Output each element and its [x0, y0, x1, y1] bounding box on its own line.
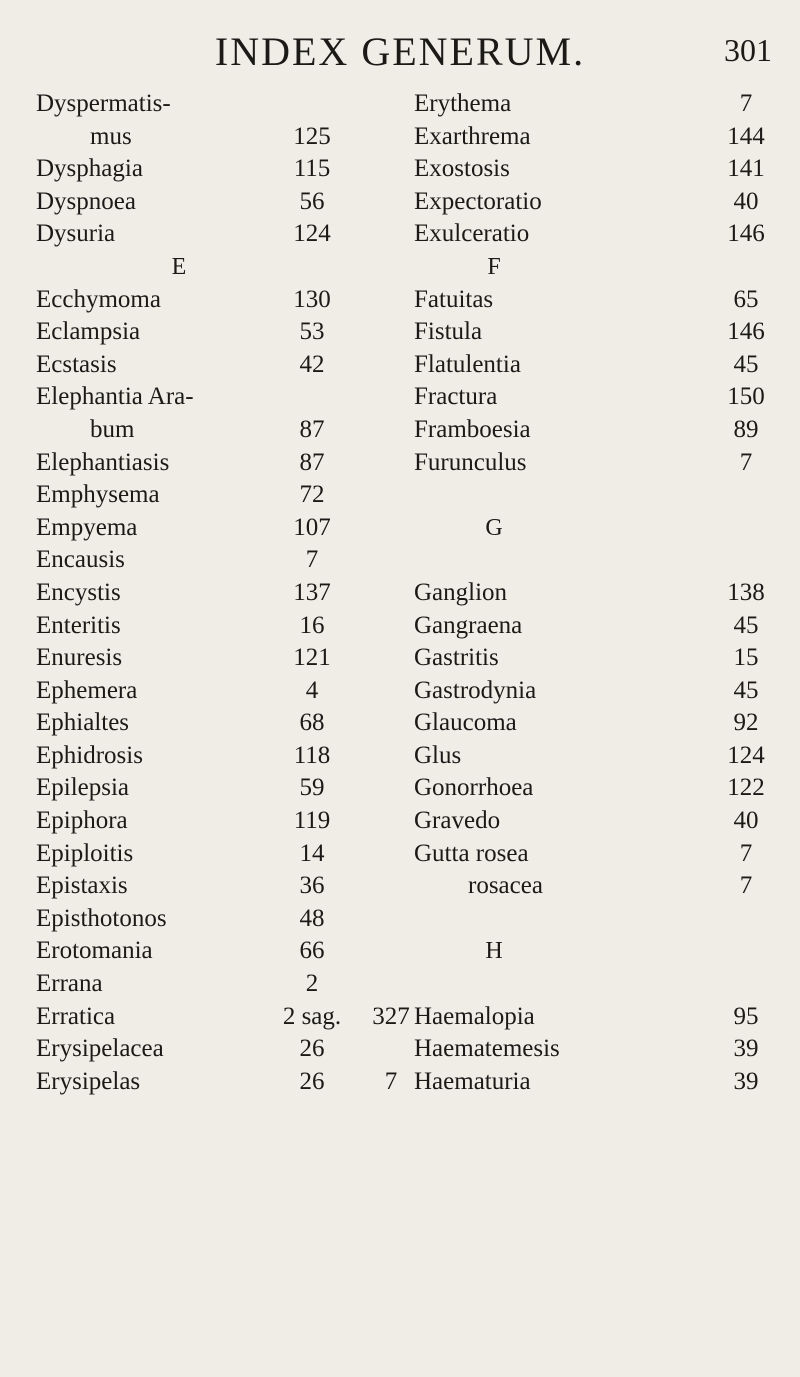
entry-page-ref: 15: [733, 644, 759, 672]
section-heading: [414, 935, 782, 968]
entry-page-ref: 65: [733, 285, 759, 313]
entry-page-ref: 87: [299, 415, 325, 443]
entry-term: Furunculus: [414, 448, 527, 476]
entry-term: Episthotonos: [36, 904, 167, 932]
index-entry: [36, 903, 376, 936]
entry-page-ref: 53: [299, 318, 325, 346]
index-entry: [36, 121, 376, 154]
entry-term: Expectoratio: [414, 187, 542, 215]
entry-term: Elephantiasis: [36, 448, 170, 476]
entry-page-ref: 36: [299, 872, 325, 900]
index-entry: [414, 675, 782, 708]
index-entry: [36, 642, 376, 675]
entry-term: Epiphora: [36, 807, 128, 835]
entry-term: Elephantia Ara-: [36, 383, 194, 411]
entry-page-ref: 16: [299, 611, 325, 639]
index-entry: [36, 1033, 376, 1066]
entry-page-ref: 7: [739, 872, 753, 900]
entry-page-ref: 39: [733, 1035, 759, 1063]
entry-term: Epilepsia: [36, 774, 130, 802]
entry-term: Encausis: [36, 546, 125, 574]
entry-term: Erythema: [414, 90, 512, 117]
entry-term: Erysipelacea: [36, 1035, 164, 1063]
index-entry: [414, 577, 782, 610]
index-entry: [36, 968, 376, 1001]
entry-term: Fatuitas: [414, 285, 494, 313]
entry-page-ref: 138: [727, 578, 765, 606]
index-entry: [414, 153, 782, 186]
section-letter: G: [485, 514, 503, 541]
index-entry: [414, 284, 782, 317]
entry-page-ref: 125: [293, 122, 331, 150]
index-entry: [36, 1001, 410, 1034]
index-entry: [414, 186, 782, 219]
index-entry: [414, 772, 782, 805]
entry-term: Gutta rosea: [414, 839, 529, 867]
entry-page-ref: 92: [733, 709, 759, 737]
index-entry: [36, 838, 376, 871]
section-letter: E: [171, 253, 187, 280]
entry-term: Ecchymoma: [36, 285, 161, 313]
index-entry: [36, 381, 376, 414]
index-column-right: [414, 88, 782, 1098]
index-entry: [414, 838, 782, 871]
entry-term: Dysuria: [36, 220, 116, 248]
page-number: 301: [724, 32, 772, 68]
page-header: [0, 28, 800, 75]
entry-term: Glaucoma: [414, 709, 517, 737]
entry-page-ref: 45: [733, 611, 759, 639]
section-heading: [414, 968, 782, 1001]
section-heading: [414, 903, 782, 936]
index-entry: [414, 1001, 782, 1034]
entry-page-ref: 42: [299, 350, 325, 378]
entry-term: Encystis: [36, 578, 121, 606]
index-entry: [36, 544, 376, 577]
entry-page-ref: 7: [739, 90, 753, 117]
index-entry: [36, 88, 376, 121]
entry-page-ref: 150: [727, 383, 765, 411]
entry-page-ref: 118: [293, 741, 331, 769]
index-entry: [36, 218, 376, 251]
entry-term: bum: [90, 415, 135, 443]
entry-page-ref-secondary: 7: [384, 1067, 398, 1095]
entry-term: Eclampsia: [36, 318, 141, 346]
entry-term: Exulceratio: [414, 220, 530, 248]
entry-page-ref: 7: [305, 546, 319, 574]
entry-term: Errana: [36, 970, 103, 998]
entry-page-ref: 2: [305, 970, 319, 998]
entry-term: Framboesia: [414, 415, 531, 443]
index-entry: [36, 512, 376, 545]
entry-page-ref: 2 sag.: [282, 1002, 342, 1030]
index-entry: [36, 186, 376, 219]
index-entry: [36, 1066, 398, 1099]
section-letter: F: [487, 253, 501, 280]
entry-page-ref: 39: [733, 1067, 759, 1095]
entry-term: Flatulentia: [414, 350, 521, 378]
index-entry: [36, 349, 376, 382]
entry-term: Gastritis: [414, 644, 499, 672]
entry-page-ref: 26: [299, 1035, 325, 1063]
entry-page-ref: 146: [727, 220, 765, 248]
index-entry: [414, 414, 782, 447]
entry-page-ref: 56: [299, 187, 325, 215]
entry-page-ref: 119: [293, 807, 331, 835]
entry-term: Exostosis: [414, 155, 510, 183]
index-entry: [414, 349, 782, 382]
entry-term: Enuresis: [36, 644, 123, 672]
index-entry: [414, 218, 782, 251]
entry-term: Empyema: [36, 513, 138, 541]
section-letter: H: [485, 938, 503, 965]
entry-term: Haematemesis: [414, 1035, 560, 1063]
index-entry: [36, 153, 376, 186]
entry-term: Glus: [414, 741, 462, 769]
entry-page-ref: 45: [733, 350, 759, 378]
index-entry: [36, 772, 376, 805]
entry-page-ref: 141: [727, 155, 765, 183]
entry-page-ref: 89: [733, 415, 759, 443]
entry-term: Dyspnoea: [36, 187, 136, 215]
entry-term: Ephialtes: [36, 709, 130, 737]
page-title: INDEX GENERUM.: [214, 29, 586, 74]
index-entry: [414, 870, 782, 903]
entry-term: rosacea: [468, 872, 543, 900]
section-heading: [414, 544, 782, 577]
index-column-left: [36, 88, 410, 1098]
index-entry: [36, 870, 376, 903]
index-entry: [414, 1033, 782, 1066]
entry-term: Ephidrosis: [36, 741, 143, 769]
entry-page-ref: 107: [293, 513, 331, 541]
entry-page-ref: 130: [293, 285, 331, 313]
entry-term: Gonorrhoea: [414, 774, 534, 802]
index-entry: [414, 381, 782, 414]
index-entry: [414, 740, 782, 773]
index-entry: [36, 935, 376, 968]
entry-term: Fractura: [414, 383, 498, 411]
index-entry: [414, 805, 782, 838]
index-entry: [414, 121, 782, 154]
entry-page-ref: 40: [733, 807, 759, 835]
index-entry: [414, 707, 782, 740]
entry-page-ref: 124: [727, 741, 765, 769]
entry-page-ref: 115: [293, 155, 331, 183]
entry-page-ref: 4: [305, 676, 319, 704]
index-entry: [36, 577, 376, 610]
entry-page-ref: 95: [733, 1002, 759, 1030]
entry-term: Emphysema: [36, 481, 160, 509]
index-entry: [36, 675, 376, 708]
entry-term: Ganglion: [414, 578, 508, 606]
entry-page-ref: 14: [299, 839, 325, 867]
section-heading: [414, 479, 782, 512]
entry-page-ref: 26: [299, 1067, 325, 1095]
entry-term: Erratica: [36, 1002, 116, 1030]
entry-page-ref: 87: [299, 448, 325, 476]
entry-page-ref: 72: [299, 481, 325, 509]
index-entry: [414, 88, 782, 121]
entry-page-ref: 146: [727, 318, 765, 346]
entry-term: Haemalopia: [414, 1002, 535, 1030]
entry-term: Epistaxis: [36, 872, 128, 900]
index-entry: [36, 447, 376, 480]
section-heading: [414, 512, 782, 545]
index-entry: [36, 707, 376, 740]
entry-page-ref: 122: [727, 774, 765, 802]
entry-page-ref: 59: [299, 774, 325, 802]
entry-term: Ephemera: [36, 676, 138, 704]
entry-term: Gangraena: [414, 611, 523, 639]
entry-term: Enteritis: [36, 611, 121, 639]
entry-page-ref: 66: [299, 937, 325, 965]
entry-term: mus: [90, 122, 132, 150]
entry-term: Ecstasis: [36, 350, 117, 378]
index-entry: [36, 805, 376, 838]
entry-page-ref: 124: [293, 220, 331, 248]
entry-page-ref: 121: [293, 644, 331, 672]
section-heading: [36, 251, 376, 284]
entry-page-ref: 40: [733, 187, 759, 215]
entry-term: Dysphagia: [36, 155, 143, 183]
entry-term: Haematuria: [414, 1067, 531, 1095]
index-entry: [36, 479, 376, 512]
index-entry: [36, 610, 376, 643]
entry-term: Gastrodynia: [414, 676, 537, 704]
entry-term: Fistula: [414, 318, 483, 346]
index-entry: [36, 284, 376, 317]
entry-page-ref: 137: [293, 578, 331, 606]
entry-term: Erotomania: [36, 937, 153, 965]
index-entry: [414, 642, 782, 675]
entry-term: Gravedo: [414, 807, 501, 835]
entry-term: Exarthrema: [414, 122, 531, 150]
entry-page-ref: 45: [733, 676, 759, 704]
entry-term: Dyspermatis-: [36, 90, 171, 117]
entry-page-ref-secondary: 327: [372, 1002, 410, 1030]
section-heading: [414, 251, 782, 284]
entry-page-ref: 48: [299, 904, 325, 932]
index-entry: [414, 447, 782, 480]
entry-term: Epiploitis: [36, 839, 134, 867]
entry-page-ref: 7: [739, 839, 753, 867]
entry-page-ref: 7: [739, 448, 753, 476]
index-entry: [414, 1066, 782, 1099]
index-entry: [414, 610, 782, 643]
entry-page-ref: 144: [727, 122, 765, 150]
entry-page-ref: 68: [299, 709, 325, 737]
index-entry: [36, 316, 376, 349]
index-entry: [36, 740, 376, 773]
index-entry: [36, 414, 376, 447]
index-entry: [414, 316, 782, 349]
entry-term: Erysipelas: [36, 1067, 141, 1095]
